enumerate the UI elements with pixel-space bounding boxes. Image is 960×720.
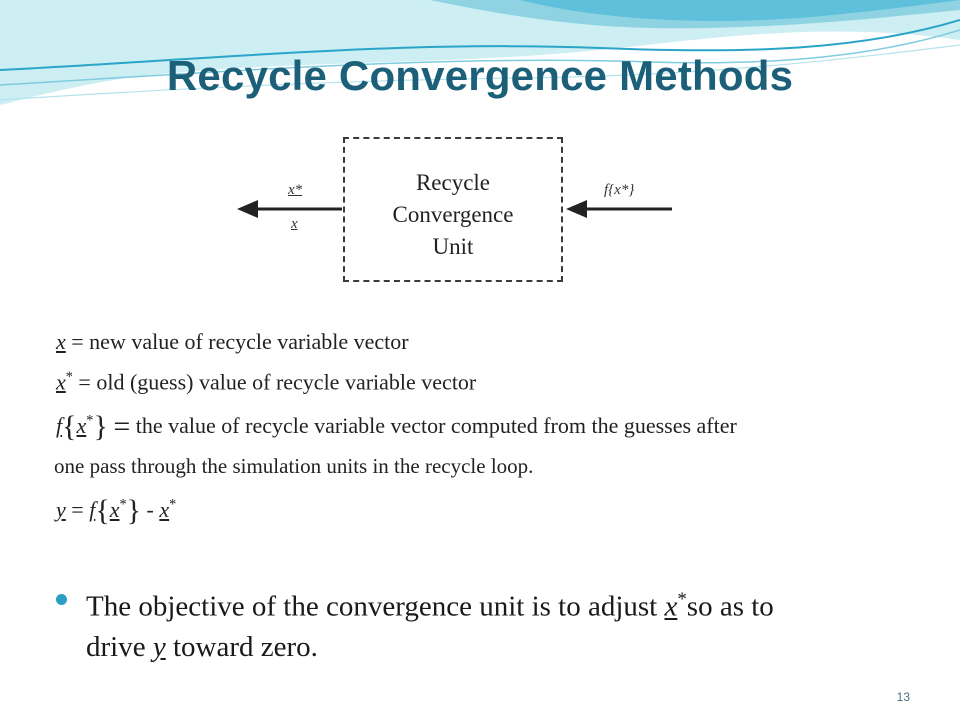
definition-y: y = f{x*} - x* [56,494,177,527]
definition-x: x = new value of recycle variable vector [56,329,409,354]
page-number: 13 [896,690,910,704]
definition-x-star: x* = old (guess) value of recycle variable vector [56,369,477,395]
right-arrow-head [566,200,587,218]
label-x: x [291,216,298,232]
label-x-star: x* [288,182,303,198]
bullet-text: The objective of the convergence unit is to adjust x*so as to drive y toward zero. [86,589,774,663]
box-label-line2: Convergence [392,202,514,227]
box-label-line1: Recycle [415,170,491,195]
box-label-line3: Unit [432,234,474,259]
definition-f-line1: f{x*} = the value of recycle variable vector computed from the guesses after [56,410,737,443]
recycle-convergence-unit-box [343,137,563,282]
definition-f-line2: one pass through the simulation units in the recycle loop. [54,454,534,478]
label-f-x-star: f{x*} [604,182,635,198]
bullet-dot-icon [56,594,67,605]
left-arrow-head [237,200,258,218]
slide-title: Recycle Convergence Methods [166,52,794,99]
objective-bullet [56,580,896,667]
